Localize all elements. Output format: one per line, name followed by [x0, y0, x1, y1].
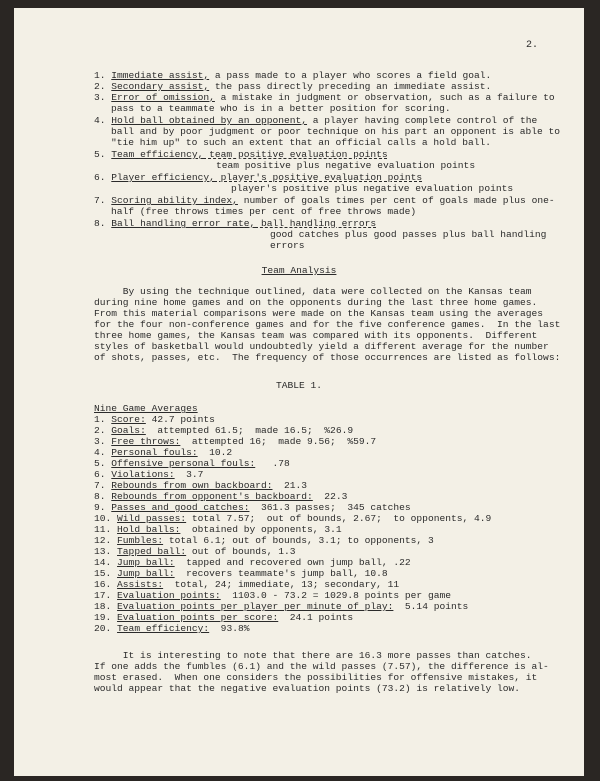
table-row-label: Hold balls: [117, 524, 181, 535]
paragraph-line: If one adds the fumbles (6.1) and the wild passes (7.57), the difference is al- [94, 661, 549, 672]
table-row-value: 361.3 passes; 345 catches [249, 502, 411, 513]
table-row [94, 535, 434, 546]
table-row-number: 3. [94, 436, 106, 447]
table-row-label: Tapped ball: [117, 546, 187, 557]
table-row [94, 612, 353, 623]
table-row-value: total 7.57; out of bounds, 2.67; to opponents, 4.9 [186, 513, 492, 524]
table-row-number: 5. [94, 458, 106, 469]
definition-text: a player having complete control of the [307, 115, 538, 126]
definition-text: number of goals times per cent of goals made plus one- [237, 195, 555, 206]
table-row-value: 21.3 [272, 480, 308, 491]
table-row-label: Fumbles: [117, 535, 164, 546]
table-row-value: 5.14 points [393, 601, 469, 612]
paragraph-line: during nine home games and on the opponents during the last three home games. [94, 297, 538, 308]
table-row-value: obtained by opponents, 3.1 [180, 524, 342, 535]
table-row-value: 3.7 [174, 469, 204, 480]
definition-term: Scoring ability index, [111, 195, 238, 206]
table-row-number: 16. [94, 579, 112, 590]
definition-continuation: pass to a teammate who is in a better position for scoring. [111, 103, 451, 114]
table-row-label: Passes and good catches: [111, 502, 250, 513]
document-page [14, 8, 584, 776]
table-row-number: 12. [94, 535, 112, 546]
table-row-value: 93.8% [209, 623, 250, 634]
definition-term: Ball handling error rate, [111, 218, 256, 229]
table-row [94, 425, 353, 436]
definition-text: a mistake in judgment or observation, such as a failure to [214, 92, 555, 103]
table-row [94, 557, 411, 568]
table-row-value: 1103.0 - 73.2 = 1029.8 points per game [220, 590, 451, 601]
definition-number: 7. [94, 195, 106, 206]
definition-term: Immediate assist, [111, 70, 210, 81]
definition-item [94, 81, 491, 92]
table-row-number: 9. [94, 502, 106, 513]
table-row-number: 1. [94, 414, 106, 425]
table-row-number: 14. [94, 557, 112, 568]
table-row-number: 20. [94, 623, 112, 634]
table-row-label: Evaluation points per score: [117, 612, 279, 623]
table-row-label: Offensive personal fouls: [111, 458, 256, 469]
table-row-number: 4. [94, 447, 106, 458]
table-row [94, 590, 451, 601]
table-row-label: Jump ball: [117, 568, 175, 579]
definition-continuation: "tie him up" to such an extent that an official calls a hold ball. [111, 137, 491, 148]
definition-number: 3. [94, 92, 106, 103]
definition-text: ball handling errors [255, 218, 377, 229]
table-row-value: out of bounds, 1.3 [186, 546, 296, 557]
table-row-value: recovers teammate's jump ball, 10.8 [174, 568, 388, 579]
table-row [94, 568, 388, 579]
section-title: Team Analysis [261, 265, 337, 276]
table-row-number: 15. [94, 568, 112, 579]
table-row-number: 17. [94, 590, 112, 601]
table-row [94, 579, 399, 590]
paragraph-line: most erased. When one considers the possibilities for offensive mistakes, it [94, 672, 538, 683]
table-row-value: 42.7 points [145, 414, 215, 425]
paragraph-line: three home games, the Kansas team was compared with its opponents. Different [94, 330, 538, 341]
table-row [94, 447, 232, 458]
definition-term: Hold ball obtained by an opponent, [111, 115, 308, 126]
table-row-number: 6. [94, 469, 106, 480]
table-row-label: Rebounds from opponent's backboard: [111, 491, 313, 502]
paragraph-line: From this material comparisons were made on the Kansas team using the averages [94, 308, 544, 319]
definition-item [94, 195, 555, 206]
table-row-label: Evaluation points per player per minute of play: [117, 601, 394, 612]
definition-term: Player efficiency, [111, 172, 215, 183]
paragraph-line: By using the technique outlined, data were collected on the Kansas team [94, 286, 532, 297]
definition-item [94, 115, 537, 126]
table-row-number: 8. [94, 491, 106, 502]
table-row-number: 19. [94, 612, 112, 623]
table-row [94, 480, 307, 491]
definition-term: Team efficiency, [111, 149, 204, 160]
definition-number: 2. [94, 81, 106, 92]
definition-item [94, 149, 388, 160]
table-row-number: 7. [94, 480, 106, 491]
table-row-value: 10.2 [197, 447, 233, 458]
table-row [94, 436, 376, 447]
paragraph-line: It is interesting to note that there are 16.3 more passes than catches. [94, 650, 532, 661]
definition-text: player's positive evaluation points [214, 172, 423, 183]
table-row-number: 13. [94, 546, 112, 557]
definition-item [94, 218, 376, 229]
definition-continuation: player's positive plus negative evaluation points [231, 183, 514, 194]
table-row-value: attempted 61.5; made 16.5; %26.9 [145, 425, 354, 436]
table-title: TABLE 1. [275, 380, 323, 391]
definition-continuation: team positive plus negative evaluation points [216, 160, 476, 171]
table-row [94, 491, 347, 502]
definition-number: 5. [94, 149, 106, 160]
definition-number: 1. [94, 70, 106, 81]
definition-text: the pass directly preceding an immediate assist. [209, 81, 492, 92]
table-row-value: total 6.1; out of bounds, 3.1; to opponents, 3 [163, 535, 434, 546]
table-row-number: 18. [94, 601, 112, 612]
table-row-label: Assists: [117, 579, 164, 590]
table-row [94, 458, 290, 469]
paragraph-line: styles of basketball would undoubtedly yield a different average for the number [94, 341, 549, 352]
table-row [94, 601, 468, 612]
definition-text: a pass made to a player who scores a field goal. [209, 70, 492, 81]
table-row [94, 414, 215, 425]
table-row-label: Personal fouls: [111, 447, 198, 458]
definition-number: 4. [94, 115, 106, 126]
definition-continuation: half (free throws times per cent of free throws made) [111, 206, 417, 217]
table-row-label: Jump ball: [117, 557, 175, 568]
table-row [94, 524, 342, 535]
definition-continuation: errors [270, 240, 305, 251]
definition-text: team positive evaluation points [203, 149, 388, 160]
table-row [94, 513, 491, 524]
definition-term: Error of omission, [111, 92, 215, 103]
table-row-value: attempted 16; made 9.56; %59.7 [180, 436, 377, 447]
definition-item [94, 70, 491, 81]
table-row-number: 11. [94, 524, 112, 535]
definition-continuation: ball and by poor judgment or poor technique on his part an opponent is able to [111, 126, 561, 137]
paragraph-line: for the four non-conference games and for the five conference games. In the last [94, 319, 561, 330]
table-row [94, 623, 249, 634]
definition-continuation: good catches plus good passes plus ball handling [270, 229, 547, 240]
table-row-number: 10. [94, 513, 112, 524]
table-row-label: Free throws: [111, 436, 181, 447]
table-row-label: Score: [111, 414, 146, 425]
table-row [94, 502, 411, 513]
definition-number: 6. [94, 172, 106, 183]
definition-item [94, 92, 555, 103]
definition-term: Secondary assist, [111, 81, 210, 92]
table-row-label: Wild passes: [117, 513, 187, 524]
table-row-value: total, 24; immediate, 13; secondary, 11 [163, 579, 400, 590]
table-row-value: 22.3 [312, 491, 348, 502]
table-row-number: 2. [94, 425, 106, 436]
table-row [94, 469, 203, 480]
table-row-label: Goals: [111, 425, 146, 436]
paragraph-line: would appear that the negative evaluation points (73.2) is relatively low. [94, 683, 521, 694]
page-number: 2. [526, 40, 539, 51]
table-row-value: 24.1 points [278, 612, 354, 623]
definition-number: 8. [94, 218, 106, 229]
table-row-value: tapped and recovered own jump ball, .22 [174, 557, 411, 568]
table-row-label: Violations: [111, 469, 175, 480]
table-row [94, 546, 296, 557]
table-row-value: .78 [255, 458, 290, 469]
definition-item [94, 172, 422, 183]
paragraph-line: of shots, passes, etc. The frequency of those occurrences are listed as follows: [94, 352, 561, 363]
table-row-label: Rebounds from own backboard: [111, 480, 273, 491]
table-row-label: Team efficiency: [117, 623, 210, 634]
table-row-label: Evaluation points: [117, 590, 221, 601]
table-heading: Nine Game Averages [94, 403, 198, 414]
